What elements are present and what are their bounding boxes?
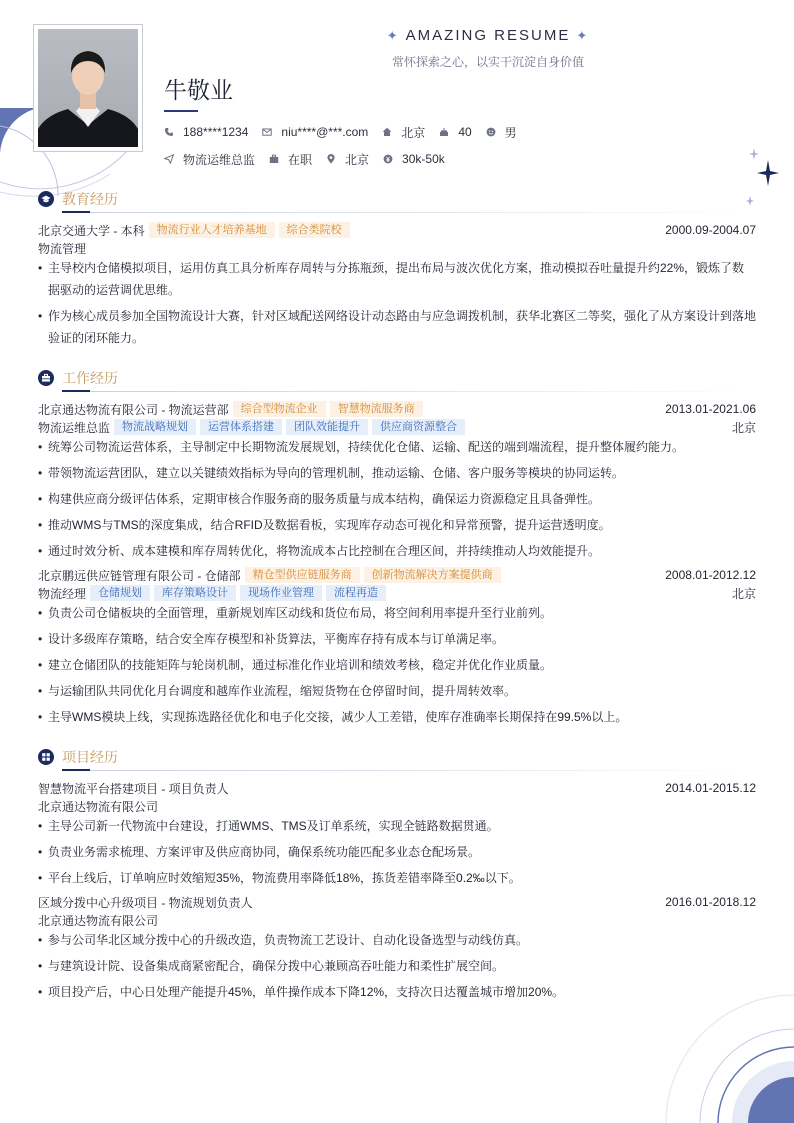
projects-section-title: 项目经历 bbox=[62, 749, 118, 765]
list-item: • 设计多级库存策略，结合安全库存模型和补货算法，平衡库存持有成本与订单满足率。 bbox=[38, 628, 756, 650]
work-date: 2008.01-2012.12 bbox=[665, 568, 756, 582]
section-divider-accent bbox=[62, 211, 90, 213]
section-divider-accent bbox=[62, 769, 90, 771]
star-icon: ✦ bbox=[576, 28, 590, 43]
contact-phone bbox=[164, 125, 248, 139]
skill-tag: 仓储规划 bbox=[90, 585, 150, 601]
job-title: 物流经理 bbox=[38, 586, 87, 601]
skill-tag: 流程再造 bbox=[326, 585, 386, 601]
person-icon bbox=[486, 127, 496, 137]
grid-icon bbox=[38, 749, 54, 765]
profile-photo bbox=[38, 29, 138, 147]
sparkle-decoration bbox=[742, 146, 782, 212]
salary-icon bbox=[383, 154, 393, 164]
intent-salary bbox=[383, 152, 445, 166]
list-item: • 作为核心成员参加全国物流设计大赛，针对区域配送网络设计动态路由与应急调拨机制，获华北赛区二等奖，强化了从方案设计到落地验证的闭环能力。 bbox=[38, 305, 756, 349]
location-icon bbox=[326, 154, 336, 164]
name-underline bbox=[164, 110, 198, 112]
send-icon bbox=[164, 154, 174, 164]
skill-tag: 供应商资源整合 bbox=[372, 419, 465, 435]
headline-text: AMAZING RESUME bbox=[405, 27, 571, 44]
company-name: 北京通达物流有限公司 - 物流运营部 bbox=[38, 402, 229, 417]
company-tag: 智慧物流服务商 bbox=[330, 401, 423, 417]
company-name: 北京鹏远供应链管理有限公司 - 仓储部 bbox=[38, 568, 241, 583]
school-tag: 综合类院校 bbox=[279, 222, 350, 238]
contact-email bbox=[262, 125, 368, 139]
bottom-right-circle-decoration bbox=[650, 990, 794, 1123]
intent-city-value: 北京 bbox=[345, 152, 370, 167]
profile-photo-frame bbox=[33, 24, 143, 152]
company-tag: 创新物流解决方案提供商 bbox=[364, 567, 501, 583]
contact-row bbox=[164, 124, 531, 140]
work-role-row bbox=[38, 585, 756, 601]
person-portrait-icon bbox=[38, 29, 138, 147]
section-divider-accent bbox=[62, 390, 90, 392]
contact-age bbox=[439, 125, 471, 139]
project-date: 2016.01-2018.12 bbox=[665, 895, 756, 909]
education-major-row bbox=[38, 240, 756, 256]
briefcase-icon bbox=[38, 370, 54, 386]
list-item: • 与建筑设计院、设备集成商紧密配合，确保分拨中心兼顾高吞吐能力和柔性扩展空间。 bbox=[38, 955, 756, 977]
list-item: • 通过时效分析、成本建模和库存周转优化，将物流成本占比控制在合理区间，并持续推动人均效能提升。 bbox=[38, 540, 756, 562]
skill-tag: 现场作业管理 bbox=[240, 585, 322, 601]
contact-gender bbox=[486, 124, 517, 141]
work-entry-header bbox=[38, 401, 756, 417]
list-item: • 建立仓储团队的技能矩阵与轮岗机制，通过标准化作业培训和绩效考核，稳定并优化作业质量。 bbox=[38, 654, 756, 676]
intent-status bbox=[269, 151, 312, 168]
skill-tag: 库存策略设计 bbox=[154, 585, 236, 601]
skill-tag: 团队效能提升 bbox=[286, 419, 368, 435]
list-item: • 主导校内仓储模拟项目，运用仿真工具分析库存周转与分拣瓶颈，提出布局与波次优化方案，推动模拟吞吐量提升约22%，锻炼了数据驱动的运营调优思维。 bbox=[38, 257, 756, 301]
section-divider bbox=[62, 212, 756, 213]
graduation-cap-icon bbox=[38, 191, 54, 207]
intent-status-value: 在职 bbox=[288, 152, 313, 167]
intent-salary-value: 30k-50k bbox=[402, 152, 445, 166]
work-date: 2013.01-2021.06 bbox=[665, 402, 756, 416]
headline-block bbox=[380, 26, 596, 70]
project-entry-header bbox=[38, 894, 756, 910]
email-value: niu****@***.com bbox=[281, 125, 369, 139]
project-org: 北京通达物流有限公司 bbox=[38, 799, 159, 814]
list-item: • 负责公司仓储板块的全面管理，重新规划库区动线和货位布局，将空间利用率提升至行业前列。 bbox=[38, 602, 756, 624]
project-date: 2014.01-2015.12 bbox=[665, 781, 756, 795]
list-item: • 参与公司华北区域分拨中心的升级改造，负责物流工艺设计、自动化设备选型与动线仿真。 bbox=[38, 929, 756, 951]
section-divider bbox=[62, 770, 756, 771]
projects-section-header bbox=[38, 748, 118, 766]
gender-value: 男 bbox=[504, 125, 517, 140]
work-city: 北京 bbox=[731, 420, 756, 435]
work-role-row bbox=[38, 419, 756, 435]
project-entry-header bbox=[38, 780, 756, 796]
project-org-row bbox=[38, 798, 756, 814]
education-section-title: 教育经历 bbox=[62, 191, 118, 207]
work-city: 北京 bbox=[731, 586, 756, 601]
intent-position bbox=[164, 151, 255, 168]
briefcase-icon bbox=[269, 154, 279, 164]
list-item: • 构建供应商分级评估体系，定期审核合作服务商的服务质量与成本结构，确保运力资源稳定且具备弹性。 bbox=[38, 488, 756, 510]
list-item: • 主导WMS模块上线，实现拣选路径优化和电子化交接，减少人工差错，使库存准确率长期保持在99.5%以上。 bbox=[38, 706, 756, 728]
list-item: • 平台上线后，订单响应时效缩短35%，物流费用率降低18%，拣货差错率降至0.2‰以下。 bbox=[38, 867, 756, 889]
job-title: 物流运维总监 bbox=[38, 420, 111, 435]
project-name: 智慧物流平台搭建项目 - 项目负责人 bbox=[38, 781, 229, 796]
motto: 常怀探索之心，以实干沉淀自身价值 bbox=[391, 55, 584, 69]
list-item: • 推动WMS与TMS的深度集成，结合RFID及数据看板，实现库存动态可视化和异常预警，提升运营透明度。 bbox=[38, 514, 756, 536]
work-entry-header bbox=[38, 567, 756, 583]
list-item: • 项目投产后，中心日处理产能提升45%，单件操作成本下降12%，支持次日达覆盖城市增加20%。 bbox=[38, 981, 756, 1003]
intent-position-value: 物流运维总监 bbox=[183, 152, 256, 167]
home-value: 北京 bbox=[401, 125, 426, 140]
home-icon bbox=[382, 127, 392, 137]
project-org: 北京通达物流有限公司 bbox=[38, 913, 159, 928]
school-tag: 物流行业人才培养基地 bbox=[149, 222, 275, 238]
cake-icon bbox=[439, 127, 449, 137]
project-name: 区域分拨中心升级项目 - 物流规划负责人 bbox=[38, 895, 253, 910]
phone-icon bbox=[164, 127, 174, 137]
section-divider bbox=[62, 391, 756, 392]
project-org-row bbox=[38, 912, 756, 928]
education-section-header bbox=[38, 190, 118, 208]
major: 物流管理 bbox=[38, 241, 87, 256]
list-item: • 带领物流运营团队，建立以关键绩效指标为导向的管理机制，推动运输、仓储、客户服务等模块的协同运转。 bbox=[38, 462, 756, 484]
phone-value: 188****1234 bbox=[183, 125, 249, 139]
candidate-name: 牛敬业 bbox=[164, 77, 233, 103]
star-icon: ✦ bbox=[386, 28, 400, 43]
skill-tag: 物流战略规划 bbox=[114, 419, 196, 435]
age-value: 40 bbox=[458, 125, 472, 139]
education-date: 2000.09-2004.07 bbox=[665, 223, 756, 237]
mail-icon bbox=[262, 127, 272, 137]
list-item: • 统筹公司物流运营体系，主导制定中长期物流发展规划，持续优化仓储、运输、配送的端到端流程，提升整体履约能力。 bbox=[38, 436, 756, 458]
education-entry bbox=[38, 222, 756, 238]
list-item: • 负责业务需求梳理、方案评审及供应商协同，确保系统功能匹配多业态仓配场景。 bbox=[38, 841, 756, 863]
job-intent-row bbox=[164, 151, 459, 167]
company-tag: 综合型物流企业 bbox=[233, 401, 326, 417]
company-tag: 精仓型供应链服务商 bbox=[245, 567, 360, 583]
list-item: • 与运输团队共同优化月台调度和越库作业流程，缩短货物在仓停留时间，提升周转效率。 bbox=[38, 680, 756, 702]
skill-tag: 运营体系搭建 bbox=[200, 419, 282, 435]
headline bbox=[380, 26, 596, 46]
contact-home bbox=[382, 124, 425, 141]
work-section-header bbox=[38, 369, 118, 387]
school-name: 北京交通大学 - 本科 bbox=[38, 223, 145, 238]
intent-city bbox=[326, 151, 369, 168]
work-section-title: 工作经历 bbox=[62, 370, 118, 386]
list-item: • 主导公司新一代物流中台建设，打通WMS、TMS及订单系统，实现全链路数据贯通。 bbox=[38, 815, 756, 837]
